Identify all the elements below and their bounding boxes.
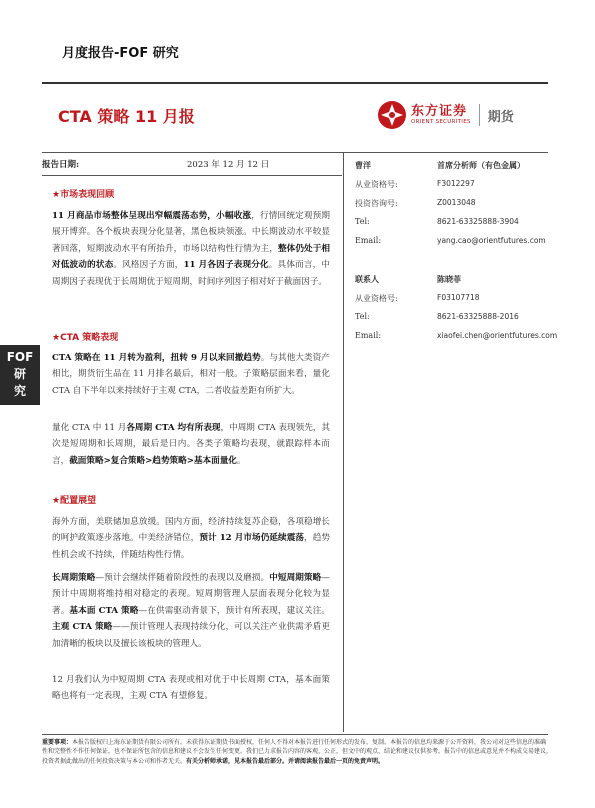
paragraph-cta-1 <box>52 350 330 399</box>
disclaimer <box>42 738 552 766</box>
cta-text-1: 。与其他大类资产相比，期货衍生品在 11 月排名最后，相对一般。子策略层面来看，量化 CTA 自下半年以来持续好于主观 CTA，二者收益差距有所扩大。 <box>52 353 330 396</box>
orient-logo-icon <box>377 100 407 130</box>
outlook-text-2: ，趋势性机会或不持续，伴随结构性行情。 <box>52 533 330 560</box>
logo-separator <box>479 104 480 126</box>
analyst-row-label: 投资咨询号: <box>355 199 398 208</box>
cta-text-4: 。 <box>236 455 246 466</box>
market-text-3: 。具体而言，中周期因子表现优于长周期优于短周期，时间序列因子相对好于截面因子。 <box>52 260 330 287</box>
analyst-role: 首席分析师（有色金属） <box>437 160 525 170</box>
outlook-text-3: —预计会继续伴随着阶段性的表现以及磨损。 <box>95 573 270 583</box>
outlook-bold-2: 长周期策略 <box>52 573 96 583</box>
paragraph-outlook-2 <box>52 570 330 652</box>
paragraph-cta-2 <box>52 420 330 469</box>
outlook-text-4: —预计中周期将维持相对稳定的表现。短周期管理人层面表现分化较为显著。 <box>52 573 330 616</box>
footer-divider <box>42 734 548 735</box>
side-tab-fof-research <box>0 345 40 405</box>
side-tab-line-3: 究 <box>13 384 26 398</box>
outlook-bold-3: 中短周期策略 <box>269 573 322 583</box>
section-title-outlook: ★配置展望 <box>52 496 97 506</box>
outlook-text-1: 海外方面，美联储加息放缓。国内方面，经济持续复苏企稳，各项稳增长的呵护政策逐步落地。中美经济错位， <box>52 517 330 544</box>
disclaimer-bold: 有关分析师承诺，见本报告最后部分。并请阅读报告最后一页的免责声明。 <box>186 757 385 765</box>
info-divider-bottom <box>42 175 342 176</box>
outlook-text-6: ——预计管理人表现持续分化，可以关注产业供需矛盾更加清晰的板块以及擅长该板块的管理人。 <box>52 622 330 649</box>
analyst-email-link[interactable]: yang.cao@orientfutures.com <box>437 236 546 245</box>
report-date-value: 2023 年 12 月 12 日 <box>187 160 270 170</box>
contact-label: 联系人 <box>355 274 379 284</box>
cta-text-2: 量化 CTA 中 11 月 <box>52 423 127 433</box>
section-title-market: ★市场表现回顾 <box>52 190 115 200</box>
contact-row-label: 从业资格号: <box>355 294 398 303</box>
market-bold-1: 11 月商品市场整体呈现出窄幅震荡态势，小幅收涨 <box>52 211 252 221</box>
logo-futures-text: 期货 <box>487 109 514 125</box>
contact-email-link[interactable]: xiaofei.chen@orientfutures.com <box>437 331 558 340</box>
column-divider <box>343 152 344 732</box>
paragraph-outlook-1 <box>52 514 330 563</box>
logo-cn-text: 东方证券 <box>411 103 468 119</box>
analyst-row-value: F3012297 <box>437 179 475 188</box>
section-title-cta: ★CTA 策略表现 <box>52 333 119 343</box>
side-tab-line-2: 研 <box>13 367 26 381</box>
side-tab-line-1: FOF <box>6 350 34 364</box>
disclaimer-label: 重要事项： <box>42 739 73 746</box>
market-text-2: 。风格因子方面， <box>113 260 184 271</box>
outlook-bold-1: 预计 12 月市场仍延续震荡 <box>199 533 305 544</box>
analyst-row-value: Z0013048 <box>437 198 476 207</box>
contact-row-value: F03107718 <box>437 293 480 302</box>
analyst-card <box>355 160 555 255</box>
contact-name: 陈晓菲 <box>437 274 461 284</box>
contact-row-label: Tel: <box>355 312 370 321</box>
cta-bold-2: 各周期 CTA 均有所表现 <box>126 423 221 433</box>
page-title: CTA 策略 11 月报 <box>58 107 195 126</box>
analyst-row-label: Tel: <box>355 217 370 226</box>
contact-card <box>355 274 558 350</box>
analyst-row-label: Email: <box>355 236 382 245</box>
info-divider-top <box>42 152 548 153</box>
market-text-1: ，行情回统定观预期展开博弈。各个板块表现分化显著，黑色板块领涨。中长期波动水平较显著回落，短期波动水平有所抬升，市场以结构性行情为主， <box>52 211 330 254</box>
paragraph-outlook-3: 12 月我们认为中短周期 CTA 表现或相对优于中长周期 CTA，基本面策略也将有一定表现，主观 CTA 有望修复。 <box>52 675 330 702</box>
analyst-row-value: 8621-63325888-3904 <box>437 217 519 226</box>
header-divider <box>42 82 548 84</box>
analyst-row-label: 从业资格号: <box>355 180 398 189</box>
outlook-bold-4: 基本面 CTA 策略 <box>69 605 139 616</box>
logo-en-text: ORIENT SECURITIES <box>411 118 471 125</box>
analyst-name: 曹洋 <box>355 160 371 170</box>
outlook-bold-5: 主观 CTA 策略 <box>52 622 113 633</box>
market-bold-2: 整体仍处于相对低波动的状态 <box>52 243 330 271</box>
disclaimer-text: 本报告版权归上海东证期货有限公司所有。未获得东证期货书面授权，任何人不得对本报告进行任何形式的发布、复制。本报告的信息均来源于公开资料，我公司对这些信息的准确性和完整性不作任何保证，也不保证所包含的信息和建议不会发生任何变更。我们已力求报告内容的客观、公正，但文中的观点、结论和建议仅供参考，报告中的信息或意见并不构成交易建议，投资者据此做出的任何投资决策与本公司和作者无关。 <box>42 739 553 765</box>
market-bold-3: 11 月各因子表现分化 <box>183 260 269 271</box>
cta-bold-1: CTA 策略在 11 月转为盈利，扭转 9 月以来回撤趋势 <box>52 353 261 363</box>
report-type-header: 月度报告-FOF 研究 <box>62 46 179 61</box>
cta-bold-3: 截面策略>复合策略>趋势策略>基本面量化 <box>69 455 237 466</box>
cta-text-3: ，中周期 CTA 表现领先，其次是短周期和长周期，最后是日内。各类子策略均表现，就跟踪样本而言， <box>52 423 330 466</box>
outlook-text-5: —在供需驱动背景下，预计有所表现，建议关注。 <box>138 605 330 616</box>
paragraph-market-review <box>52 208 330 290</box>
contact-row-label: Email: <box>355 331 382 340</box>
contact-row-value: 8621-63325888-2016 <box>437 312 519 321</box>
company-logo <box>377 100 514 130</box>
report-date-label: 报告日期: <box>42 160 80 170</box>
